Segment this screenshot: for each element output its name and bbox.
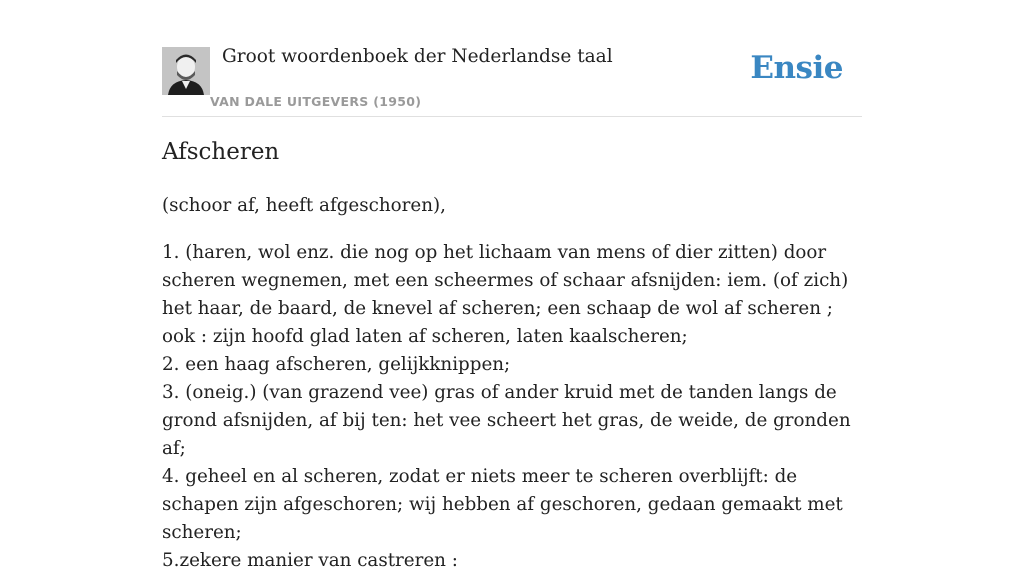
- portrait-image: [162, 47, 210, 95]
- author-avatar[interactable]: [162, 47, 210, 95]
- source-publisher: VAN DALE UITGEVERS (1950): [210, 94, 422, 109]
- page: [162, 0, 862, 571]
- entry-headword: Afscheren: [162, 139, 280, 165]
- header: [162, 0, 862, 117]
- ensie-logo[interactable]: Ensie: [750, 50, 843, 86]
- definition-item: 4. geheel en al scheren, zodat er niets meer te scheren overblijft: de schapen zijn afgeschoren; wij hebben af geschoren, gedaan gemaakt met scheren;: [162, 466, 843, 543]
- definition-item: 3. (oneig.) (van grazend vee) gras of ander kruid met de tanden langs de grond afsnijden, af bij ten: het vee scheert het gras, de weide, de gronden af;: [162, 382, 851, 459]
- definition-item: 1. (haren, wol enz. die nog op het lichaam van mens of dier zitten) door scheren wegnemen, met een scheermes of schaar afsnijden: iem. (of zich) het haar, de baard, de knevel af scheren; een schaap de wol af scheren ; ook : zijn hoofd glad laten af scheren, laten kaalscheren;: [162, 242, 849, 347]
- source-title[interactable]: Groot woordenboek der Nederlandse taal: [222, 46, 613, 67]
- definition-item: 5.zekere manier van castreren :: [162, 550, 458, 571]
- entry-forms: (schoor af, heeft afgeschoren),: [162, 195, 446, 216]
- entry-body: [162, 192, 862, 575]
- definition-item: 2. een haag afscheren, gelijkknippen;: [162, 354, 511, 375]
